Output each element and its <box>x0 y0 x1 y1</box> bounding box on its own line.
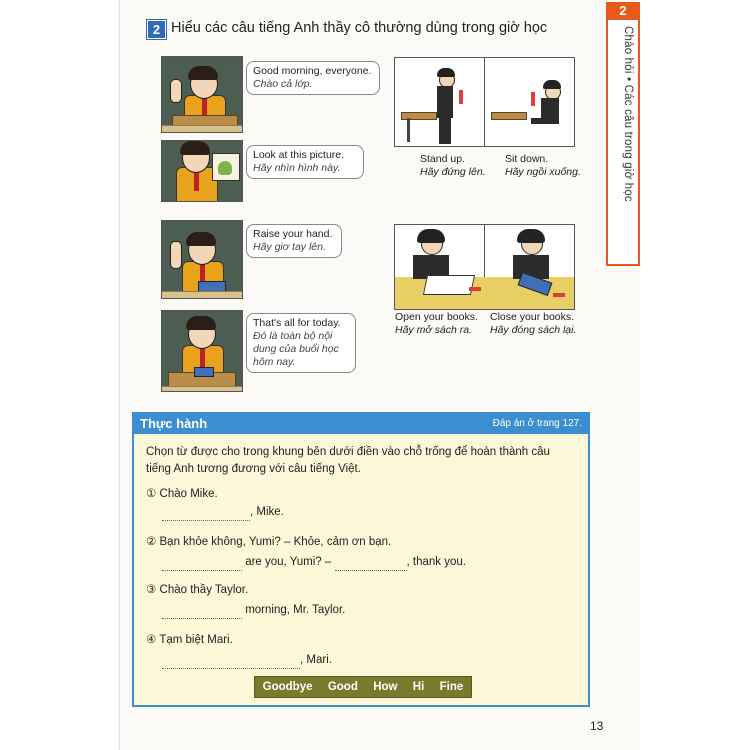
phrase-en: Look at this picture. <box>253 149 345 161</box>
stand-sit-illustration <box>394 57 575 147</box>
exercise-4-answer-line <box>162 652 332 669</box>
practice-instruction: Chọn từ được cho trong khung bên dưới điền vào chỗ trống để hoàn thành câu tiếng Anh tương đương với câu tiếng Việt. <box>146 446 550 475</box>
practice-title: Thực hành <box>140 416 208 431</box>
phrase-vi: Đó là toàn bộ nội dung của buổi học hôm nay. <box>253 330 339 368</box>
caption-en: Close your books. <box>490 311 575 323</box>
exercise-2-answer-line <box>162 554 466 571</box>
word-goodbye: Goodbye <box>262 681 313 693</box>
chapter-label: Chào hỏi • Các câu trong giờ học <box>622 26 634 202</box>
caption-sit-down <box>505 153 595 179</box>
caption-en: Sit down. <box>505 153 549 165</box>
exercise-4-prompt <box>146 632 233 649</box>
exercise-number: ② <box>146 536 157 548</box>
teacher-illustration-1 <box>161 56 243 133</box>
caption-en: Open your books. <box>395 311 478 323</box>
phrase-vi: Chào cả lớp. <box>253 78 313 90</box>
teacher-illustration-3 <box>161 220 243 299</box>
phrase-vi: Hãy giơ tay lên. <box>253 241 326 253</box>
caption-close-books <box>490 311 582 337</box>
page-number: 13 <box>590 719 604 733</box>
word-fine: Fine <box>439 681 464 693</box>
caption-vi: Hãy mở sách ra. <box>395 324 472 336</box>
caption-open-books <box>395 311 487 337</box>
speech-bubble-2 <box>246 145 364 179</box>
answer-blank[interactable] <box>162 604 242 619</box>
exercise-vi: Tạm biệt Mari. <box>159 634 233 646</box>
exercise-2-prompt <box>146 534 391 551</box>
exercise-text: , thank you. <box>406 556 466 568</box>
answer-blank[interactable] <box>162 556 242 571</box>
exercise-vi: Chào thầy Taylor. <box>159 584 249 596</box>
answer-reference: Đáp án ở trang 127. <box>492 418 582 429</box>
exercise-vi: Chào Mike. <box>159 488 218 500</box>
teacher-illustration-4 <box>161 310 243 392</box>
caption-vi: Hãy đứng lên. <box>420 166 486 178</box>
section-heading <box>147 20 547 39</box>
speech-bubble-3 <box>246 224 342 258</box>
word-how: How <box>373 681 398 693</box>
exercise-3-prompt <box>146 582 248 599</box>
caption-vi: Hãy ngồi xuống. <box>505 166 581 178</box>
exercise-1-answer-line <box>162 504 284 521</box>
phrase-en: Good morning, everyone. <box>253 65 372 77</box>
exercise-text: are you, Yumi? – <box>245 556 332 568</box>
word-hi: Hi <box>412 681 425 693</box>
word-bank <box>254 676 472 698</box>
teacher-illustration-2 <box>161 140 243 202</box>
answer-blank[interactable] <box>162 654 300 669</box>
exercise-text: , Mike. <box>250 506 284 518</box>
phrase-vi: Hãy nhìn hình này. <box>253 162 341 174</box>
exercise-text: morning, Mr. Taylor. <box>245 604 346 616</box>
exercise-3-answer-line <box>162 602 345 619</box>
caption-en: Stand up. <box>420 153 465 165</box>
chapter-number: 2 <box>606 2 640 20</box>
exercise-vi: Bạn khỏe không, Yumi? – Khỏe, cảm ơn bạn. <box>159 536 392 548</box>
caption-stand-up <box>420 153 500 179</box>
exercise-number: ① <box>146 488 157 500</box>
practice-box <box>132 412 590 707</box>
books-illustration <box>394 224 575 310</box>
chapter-side-tab <box>606 2 640 266</box>
caption-vi: Hãy đóng sách lại. <box>490 324 577 336</box>
exercise-number: ③ <box>146 584 157 596</box>
phrase-en: Raise your hand. <box>253 228 333 240</box>
section-number: 2 <box>147 20 166 39</box>
phrase-en: That's all for today. <box>253 317 341 329</box>
speech-bubble-4 <box>246 313 356 373</box>
exercise-text: , Mari. <box>300 654 332 666</box>
answer-blank[interactable] <box>335 556 407 571</box>
section-title: Hiểu các câu tiếng Anh thầy cô thường dùng trong giờ học <box>171 20 548 36</box>
speech-bubble-1 <box>246 61 380 95</box>
answer-blank[interactable] <box>162 506 250 521</box>
word-good: Good <box>327 681 358 693</box>
exercise-number: ④ <box>146 634 157 646</box>
exercise-1-prompt <box>146 486 218 503</box>
